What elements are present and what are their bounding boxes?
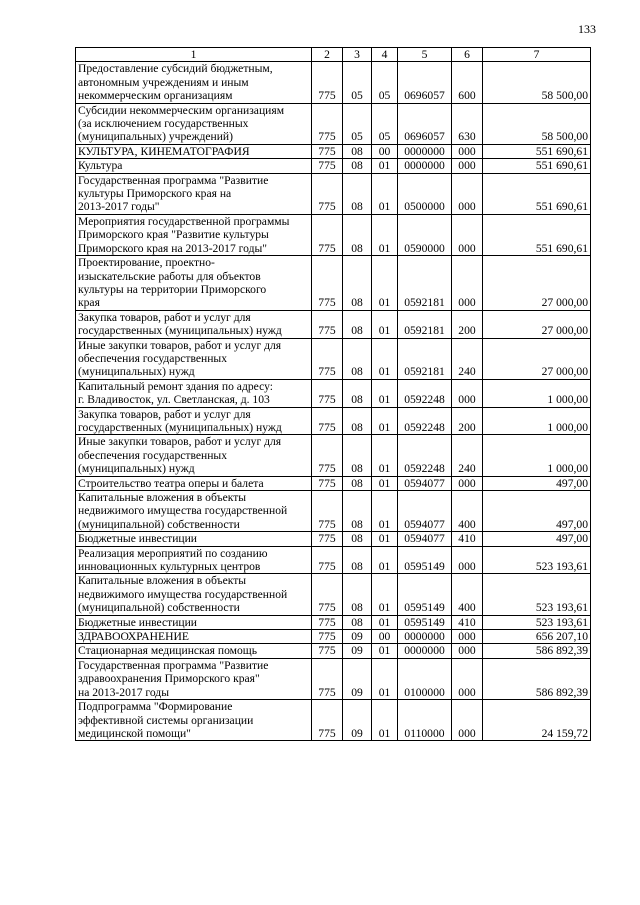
column-header: 6 (452, 48, 483, 62)
row-name-cell: Государственная программа "Развитие культуры Приморского края на 2013-2017 годы" (76, 173, 312, 214)
row-pr-cell: 01 (372, 379, 398, 407)
row-gr-cell: 775 (312, 546, 343, 574)
row-sum-cell: 523 193,61 (483, 615, 591, 629)
row-cs-cell: 0696057 (398, 62, 452, 103)
row-sum-cell: 523 193,61 (483, 546, 591, 574)
row-rz-cell: 08 (343, 532, 372, 546)
row-cs-cell: 0592248 (398, 435, 452, 476)
row-rz-cell: 09 (343, 644, 372, 658)
row-vr-cell: 200 (452, 407, 483, 435)
row-pr-cell: 01 (372, 574, 398, 615)
row-name-cell: Закупка товаров, работ и услуг для государственных (муниципальных) нужд (76, 407, 312, 435)
row-sum-cell: 58 500,00 (483, 62, 591, 103)
row-name-cell: Иные закупки товаров, работ и услуг для обеспечения государственных (муниципальных) нужд (76, 435, 312, 476)
row-sum-cell: 24 159,72 (483, 700, 591, 741)
row-gr-cell: 775 (312, 658, 343, 699)
row-gr-cell: 775 (312, 310, 343, 338)
row-gr-cell: 775 (312, 615, 343, 629)
row-rz-cell: 09 (343, 658, 372, 699)
row-gr-cell: 775 (312, 700, 343, 741)
row-sum-cell: 27 000,00 (483, 256, 591, 311)
row-rz-cell: 05 (343, 62, 372, 103)
row-cs-cell: 0500000 (398, 173, 452, 214)
row-sum-cell: 1 000,00 (483, 379, 591, 407)
row-pr-cell: 01 (372, 407, 398, 435)
row-rz-cell: 08 (343, 159, 372, 173)
row-gr-cell: 775 (312, 630, 343, 644)
row-sum-cell: 27 000,00 (483, 310, 591, 338)
row-name-cell: Стационарная медицинская помощь (76, 644, 312, 658)
table-row (76, 159, 591, 173)
row-gr-cell: 775 (312, 491, 343, 532)
table-row (76, 214, 591, 255)
row-vr-cell: 000 (452, 476, 483, 490)
row-vr-cell: 000 (452, 214, 483, 255)
row-pr-cell: 01 (372, 546, 398, 574)
row-name-cell: Культура (76, 159, 312, 173)
row-vr-cell: 410 (452, 615, 483, 629)
row-cs-cell: 0000000 (398, 144, 452, 158)
row-vr-cell: 240 (452, 435, 483, 476)
row-name-cell: КУЛЬТУРА, КИНЕМАТОГРАФИЯ (76, 144, 312, 158)
row-pr-cell: 05 (372, 62, 398, 103)
row-pr-cell: 01 (372, 159, 398, 173)
row-cs-cell: 0000000 (398, 159, 452, 173)
row-name-cell: Бюджетные инвестиции (76, 532, 312, 546)
row-name-cell: Проектирование, проектно- изыскательские работы для объектов культуры на территории Приморского края (76, 256, 312, 311)
table-row (76, 630, 591, 644)
row-rz-cell: 08 (343, 173, 372, 214)
row-rz-cell: 08 (343, 379, 372, 407)
row-gr-cell: 775 (312, 532, 343, 546)
row-vr-cell: 630 (452, 103, 483, 144)
table-row (76, 435, 591, 476)
row-gr-cell: 775 (312, 407, 343, 435)
row-vr-cell: 000 (452, 700, 483, 741)
row-sum-cell: 586 892,39 (483, 644, 591, 658)
row-cs-cell: 0592181 (398, 338, 452, 379)
row-gr-cell: 775 (312, 338, 343, 379)
row-rz-cell: 08 (343, 574, 372, 615)
row-rz-cell: 09 (343, 700, 372, 741)
table-row (76, 173, 591, 214)
row-pr-cell: 01 (372, 310, 398, 338)
row-gr-cell: 775 (312, 379, 343, 407)
row-rz-cell: 09 (343, 630, 372, 644)
row-pr-cell: 01 (372, 644, 398, 658)
row-vr-cell: 000 (452, 630, 483, 644)
column-header: 2 (312, 48, 343, 62)
row-pr-cell: 01 (372, 615, 398, 629)
row-vr-cell: 240 (452, 338, 483, 379)
column-header: 1 (76, 48, 312, 62)
row-name-cell: Государственная программа "Развитие здравоохранения Приморского края" на 2013-2017 годы (76, 658, 312, 699)
column-header: 5 (398, 48, 452, 62)
row-vr-cell: 000 (452, 644, 483, 658)
row-cs-cell: 0592181 (398, 256, 452, 311)
row-pr-cell: 01 (372, 476, 398, 490)
row-name-cell: Субсидии некоммерческим организациям (за исключением государственных (муниципальных) учреждений) (76, 103, 312, 144)
row-vr-cell: 000 (452, 159, 483, 173)
row-pr-cell: 01 (372, 658, 398, 699)
row-name-cell: Капитальные вложения в объекты недвижимого имущества государственной (муниципальной) собственности (76, 574, 312, 615)
row-gr-cell: 775 (312, 256, 343, 311)
table-row (76, 644, 591, 658)
row-rz-cell: 08 (343, 310, 372, 338)
table-row (76, 574, 591, 615)
row-vr-cell: 400 (452, 491, 483, 532)
table-row (76, 62, 591, 103)
row-cs-cell: 0000000 (398, 644, 452, 658)
row-pr-cell: 01 (372, 338, 398, 379)
table-row (76, 144, 591, 158)
row-cs-cell: 0594077 (398, 476, 452, 490)
row-rz-cell: 08 (343, 214, 372, 255)
budget-table (75, 47, 591, 741)
row-rz-cell: 08 (343, 476, 372, 490)
row-cs-cell: 0000000 (398, 630, 452, 644)
row-name-cell: ЗДРАВООХРАНЕНИЕ (76, 630, 312, 644)
header-row (76, 48, 591, 62)
row-name-cell: Строительство театра оперы и балета (76, 476, 312, 490)
row-sum-cell: 551 690,61 (483, 173, 591, 214)
row-vr-cell: 600 (452, 62, 483, 103)
row-sum-cell: 497,00 (483, 532, 591, 546)
table-row (76, 491, 591, 532)
row-sum-cell: 523 193,61 (483, 574, 591, 615)
row-cs-cell: 0592181 (398, 310, 452, 338)
table-row (76, 532, 591, 546)
table-row (76, 658, 591, 699)
row-gr-cell: 775 (312, 159, 343, 173)
row-cs-cell: 0696057 (398, 103, 452, 144)
row-vr-cell: 000 (452, 144, 483, 158)
table-row (76, 700, 591, 741)
row-vr-cell: 200 (452, 310, 483, 338)
row-gr-cell: 775 (312, 103, 343, 144)
row-sum-cell: 551 690,61 (483, 214, 591, 255)
row-rz-cell: 08 (343, 615, 372, 629)
row-gr-cell: 775 (312, 644, 343, 658)
row-rz-cell: 08 (343, 491, 372, 532)
row-pr-cell: 01 (372, 491, 398, 532)
table-row (76, 546, 591, 574)
row-rz-cell: 05 (343, 103, 372, 144)
row-pr-cell: 00 (372, 630, 398, 644)
row-cs-cell: 0595149 (398, 615, 452, 629)
row-gr-cell: 775 (312, 435, 343, 476)
row-pr-cell: 05 (372, 103, 398, 144)
row-gr-cell: 775 (312, 62, 343, 103)
row-sum-cell: 551 690,61 (483, 144, 591, 158)
row-sum-cell: 586 892,39 (483, 658, 591, 699)
row-sum-cell: 27 000,00 (483, 338, 591, 379)
row-vr-cell: 410 (452, 532, 483, 546)
row-rz-cell: 08 (343, 144, 372, 158)
row-sum-cell: 551 690,61 (483, 159, 591, 173)
row-name-cell: Реализация мероприятий по созданию инновационных культурных центров (76, 546, 312, 574)
row-name-cell: Капитальные вложения в объекты недвижимого имущества государственной (муниципальной) собственности (76, 491, 312, 532)
table-row (76, 379, 591, 407)
row-vr-cell: 000 (452, 379, 483, 407)
row-name-cell: Подпрограмма "Формирование эффективной системы организации медицинской помощи" (76, 700, 312, 741)
table-row (76, 407, 591, 435)
row-vr-cell: 000 (452, 658, 483, 699)
row-pr-cell: 01 (372, 173, 398, 214)
row-vr-cell: 400 (452, 574, 483, 615)
row-gr-cell: 775 (312, 574, 343, 615)
table-row (76, 338, 591, 379)
row-cs-cell: 0594077 (398, 491, 452, 532)
row-cs-cell: 0110000 (398, 700, 452, 741)
row-sum-cell: 656 207,10 (483, 630, 591, 644)
row-sum-cell: 1 000,00 (483, 407, 591, 435)
row-gr-cell: 775 (312, 144, 343, 158)
row-cs-cell: 0592248 (398, 379, 452, 407)
row-vr-cell: 000 (452, 256, 483, 311)
row-rz-cell: 08 (343, 435, 372, 476)
table-row (76, 615, 591, 629)
row-name-cell: Бюджетные инвестиции (76, 615, 312, 629)
row-name-cell: Мероприятия государственной программы Приморского края "Развитие культуры Приморского края на 2013-2017 годы" (76, 214, 312, 255)
row-sum-cell: 1 000,00 (483, 435, 591, 476)
table-row (76, 103, 591, 144)
row-cs-cell: 0594077 (398, 532, 452, 546)
table-row (76, 256, 591, 311)
row-pr-cell: 01 (372, 532, 398, 546)
row-cs-cell: 0100000 (398, 658, 452, 699)
row-rz-cell: 08 (343, 546, 372, 574)
row-name-cell: Закупка товаров, работ и услуг для государственных (муниципальных) нужд (76, 310, 312, 338)
column-header: 4 (372, 48, 398, 62)
row-sum-cell: 58 500,00 (483, 103, 591, 144)
row-pr-cell: 01 (372, 700, 398, 741)
row-gr-cell: 775 (312, 476, 343, 490)
row-cs-cell: 0592248 (398, 407, 452, 435)
row-rz-cell: 08 (343, 256, 372, 311)
row-vr-cell: 000 (452, 173, 483, 214)
table-row (76, 310, 591, 338)
row-pr-cell: 01 (372, 435, 398, 476)
row-gr-cell: 775 (312, 214, 343, 255)
row-name-cell: Предоставление субсидий бюджетным, автономным учреждениям и иным некоммерческим организациям (76, 62, 312, 103)
row-name-cell: Капитальный ремонт здания по адресу: г. Владивосток, ул. Светланская, д. 103 (76, 379, 312, 407)
column-header: 3 (343, 48, 372, 62)
row-rz-cell: 08 (343, 407, 372, 435)
table-row (76, 476, 591, 490)
row-rz-cell: 08 (343, 338, 372, 379)
row-name-cell: Иные закупки товаров, работ и услуг для обеспечения государственных (муниципальных) нужд (76, 338, 312, 379)
row-pr-cell: 00 (372, 144, 398, 158)
row-cs-cell: 0590000 (398, 214, 452, 255)
row-cs-cell: 0595149 (398, 546, 452, 574)
row-vr-cell: 000 (452, 546, 483, 574)
row-pr-cell: 01 (372, 256, 398, 311)
row-gr-cell: 775 (312, 173, 343, 214)
row-sum-cell: 497,00 (483, 491, 591, 532)
column-header: 7 (483, 48, 591, 62)
row-cs-cell: 0595149 (398, 574, 452, 615)
row-sum-cell: 497,00 (483, 476, 591, 490)
page-number: 133 (578, 22, 596, 36)
row-pr-cell: 01 (372, 214, 398, 255)
